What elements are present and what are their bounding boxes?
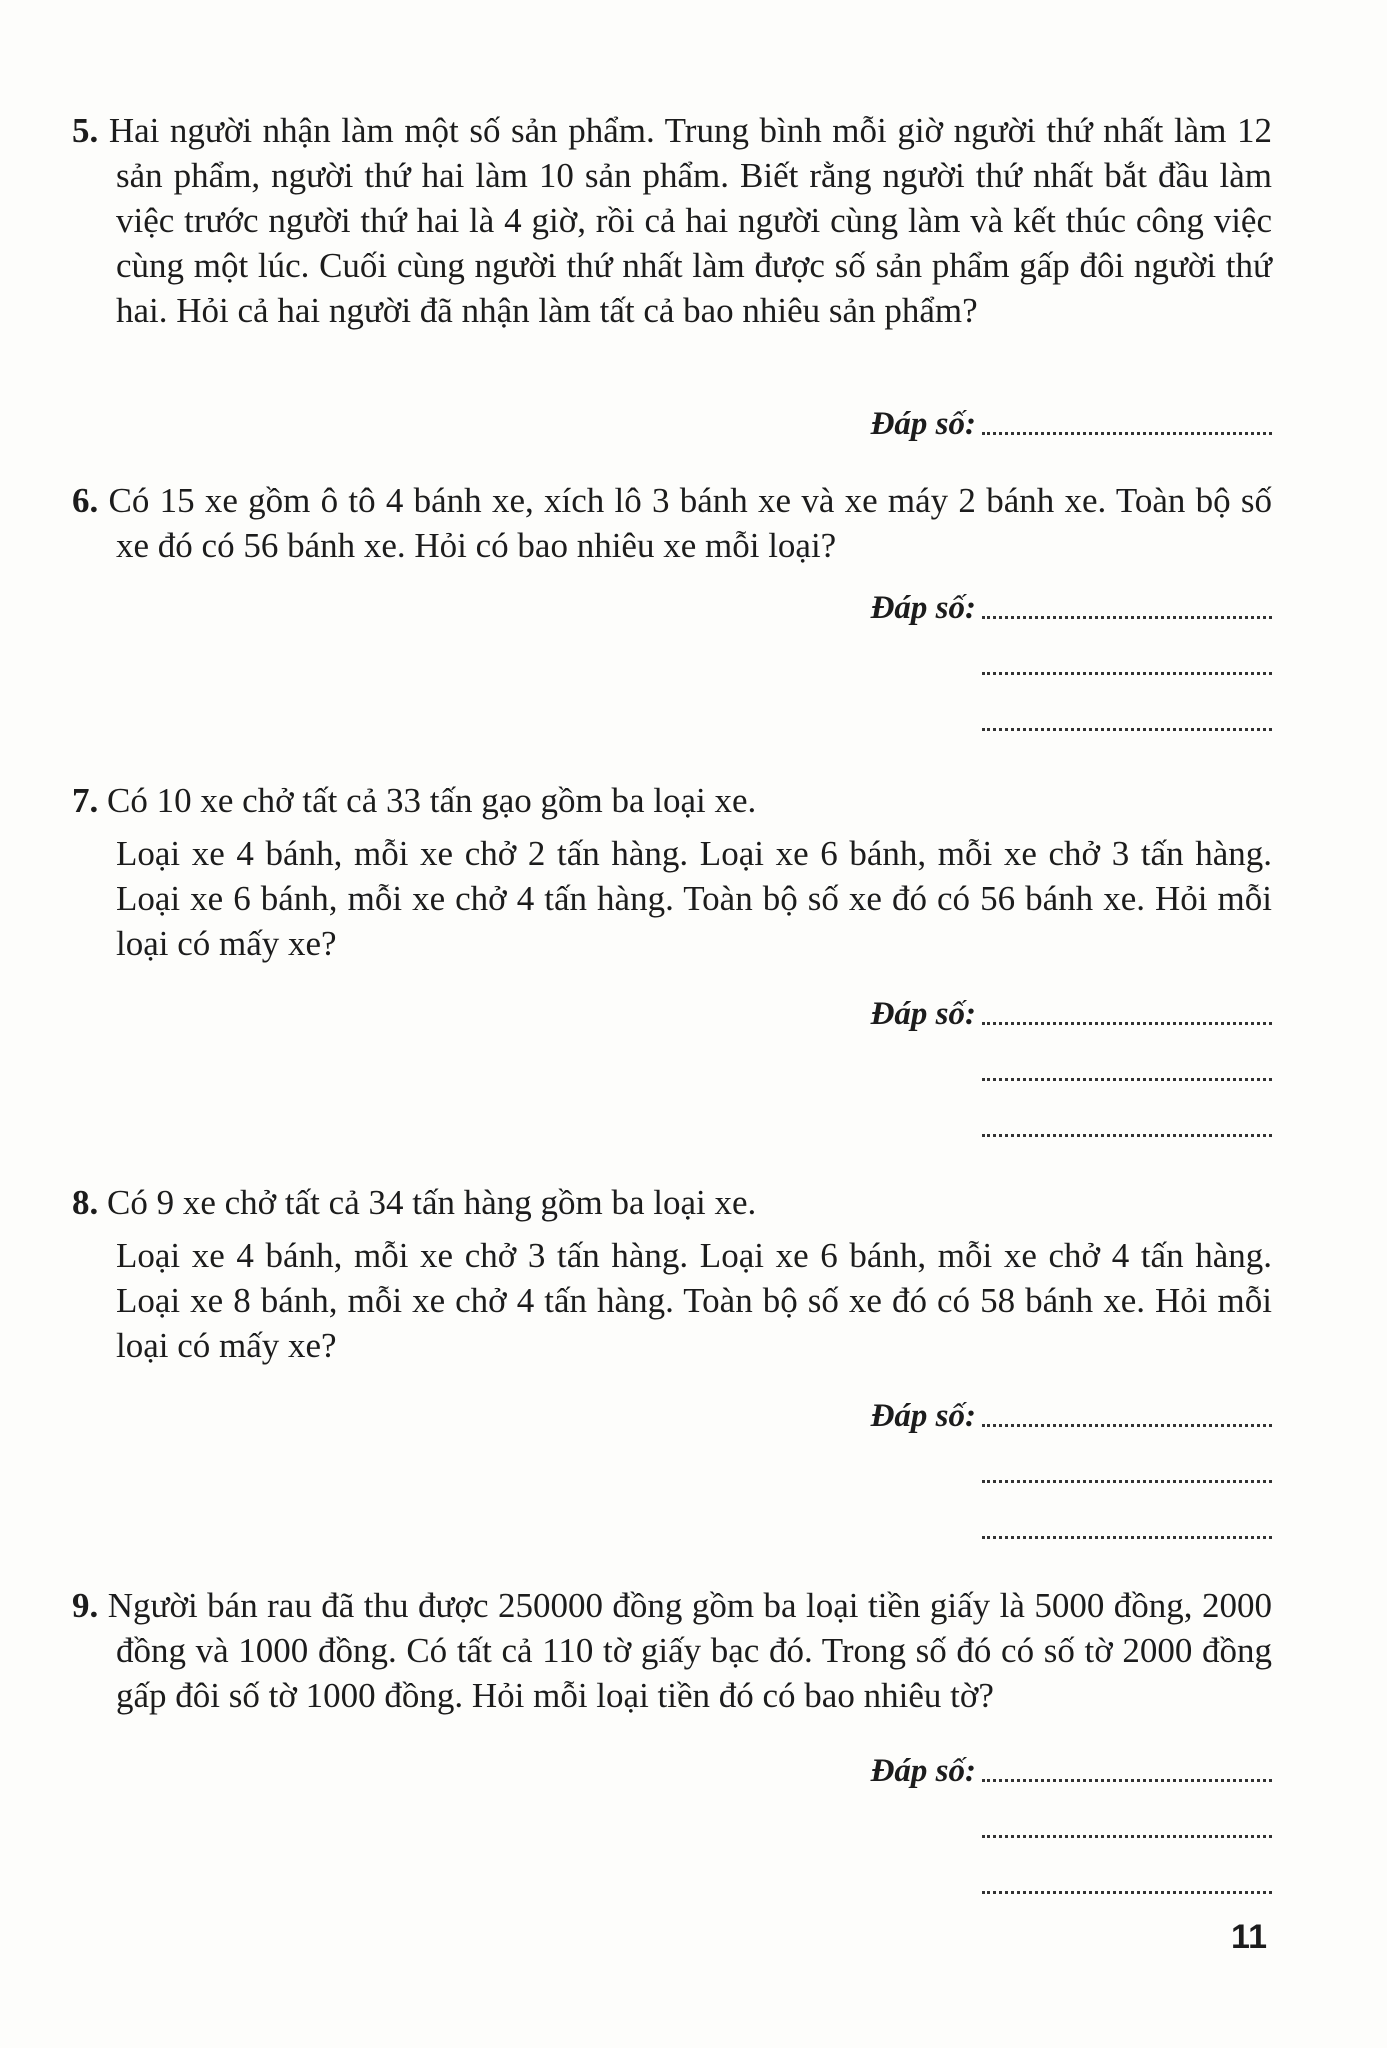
answer-row xyxy=(72,406,1272,446)
problem-8 xyxy=(72,1180,1272,1434)
answer-row xyxy=(72,1108,1272,1148)
answer-row xyxy=(72,702,1272,742)
answer-label: Đáp số: xyxy=(870,590,976,626)
answer-line xyxy=(982,1536,1272,1539)
problem-5 xyxy=(72,108,1272,442)
answer-label: Đáp số: xyxy=(870,1753,976,1789)
problem-9 xyxy=(72,1583,1273,1789)
answer-label: Đáp số: xyxy=(870,996,976,1032)
problem-text xyxy=(72,108,1272,333)
answer-line xyxy=(982,1480,1272,1483)
answer-row xyxy=(72,1510,1272,1550)
answer-row xyxy=(72,590,1272,630)
problem-number: 5. xyxy=(72,111,99,150)
problem-number: 6. xyxy=(72,481,99,520)
problem-7 xyxy=(72,778,1272,1032)
answer-line xyxy=(982,616,1272,619)
answer-line xyxy=(982,1022,1272,1025)
answer-line xyxy=(982,1424,1272,1427)
answer-line xyxy=(982,1891,1272,1894)
answer-row xyxy=(72,1865,1272,1905)
answer-line xyxy=(982,1835,1272,1838)
problem-text xyxy=(72,478,1272,568)
problem-text: Loại xe 4 bánh, mỗi xe chở 2 tấn hàng. Loại xe 6 bánh, mỗi xe chở 3 tấn hàng. Loại xe 6 bánh, mỗi xe chở 4 tấn hàng. Toàn bộ số xe đó có 56 bánh xe. Hỏi mỗi loại có mấy xe? xyxy=(116,834,1272,963)
problem-text: Loại xe 4 bánh, mỗi xe chở 3 tấn hàng. Loại xe 6 bánh, mỗi xe chở 4 tấn hàng. Loại xe 8 bánh, mỗi xe chở 4 tấn hàng. Toàn bộ số xe đó có 58 bánh xe. Hỏi mỗi loại có mấy xe? xyxy=(116,1236,1272,1365)
problem-text xyxy=(72,778,1272,823)
problem-number: 7. xyxy=(72,781,99,820)
problem-number: 8. xyxy=(72,1183,99,1222)
answer-row xyxy=(72,1809,1272,1849)
problem-text xyxy=(72,1180,1272,1225)
answer-row xyxy=(72,996,1272,1036)
answer-line xyxy=(982,728,1272,731)
answer-row xyxy=(72,1052,1272,1092)
problem-6 xyxy=(72,478,1273,626)
answer-line xyxy=(982,1134,1272,1137)
answer-label: Đáp số: xyxy=(870,406,976,442)
problem-body: Có 9 xe chở tất cả 34 tấn hàng gồm ba loại xe. xyxy=(107,1183,757,1222)
problem-number: 9. xyxy=(72,1586,99,1625)
answer-label: Đáp số: xyxy=(870,1398,976,1434)
problem-body: Hai người nhận làm một số sản phẩm. Trung bình mỗi giờ người thứ nhất làm 12 sản phẩm, người thứ hai làm 10 sản phẩm. Biết rằng người thứ nhất bắt đầu làm việc trước người thứ hai là 4 giờ, rồi cả hai người cùng làm và kết thúc công việc cùng một lúc. Cuối cùng người thứ nhất làm được số sản phẩm gấp đôi người thứ hai. Hỏi cả hai người đã nhận làm tất cả bao nhiêu sản phẩm? xyxy=(108,111,1272,330)
answer-line xyxy=(982,1078,1272,1081)
answer-row xyxy=(72,1454,1272,1494)
answer-row xyxy=(72,1398,1272,1438)
page-number: 11 xyxy=(1231,1918,1267,1956)
answer-line xyxy=(982,432,1272,435)
answer-line xyxy=(982,1779,1272,1782)
problem-body: Có 15 xe gồm ô tô 4 bánh xe, xích lô 3 bánh xe và xe máy 2 bánh xe. Toàn bộ số xe đó có 56 bánh xe. Hỏi có bao nhiêu xe mỗi loại? xyxy=(108,481,1273,565)
answer-row xyxy=(72,646,1272,686)
answer-line xyxy=(982,672,1272,675)
problem-body: Có 10 xe chở tất cả 33 tấn gạo gồm ba loại xe. xyxy=(107,781,757,820)
problem-body: Người bán rau đã thu được 250000 đồng gồm ba loại tiền giấy là 5000 đồng, 2000 đồng và 1000 đồng. Có tất cả 110 tờ giấy bạc đó. Trong số đó có số tờ 2000 đồng gấp đôi số tờ 1000 đồng. Hỏi mỗi loại tiền đó có bao nhiêu tờ? xyxy=(107,1586,1273,1715)
answer-row xyxy=(72,1753,1272,1793)
problem-text xyxy=(72,1583,1272,1718)
